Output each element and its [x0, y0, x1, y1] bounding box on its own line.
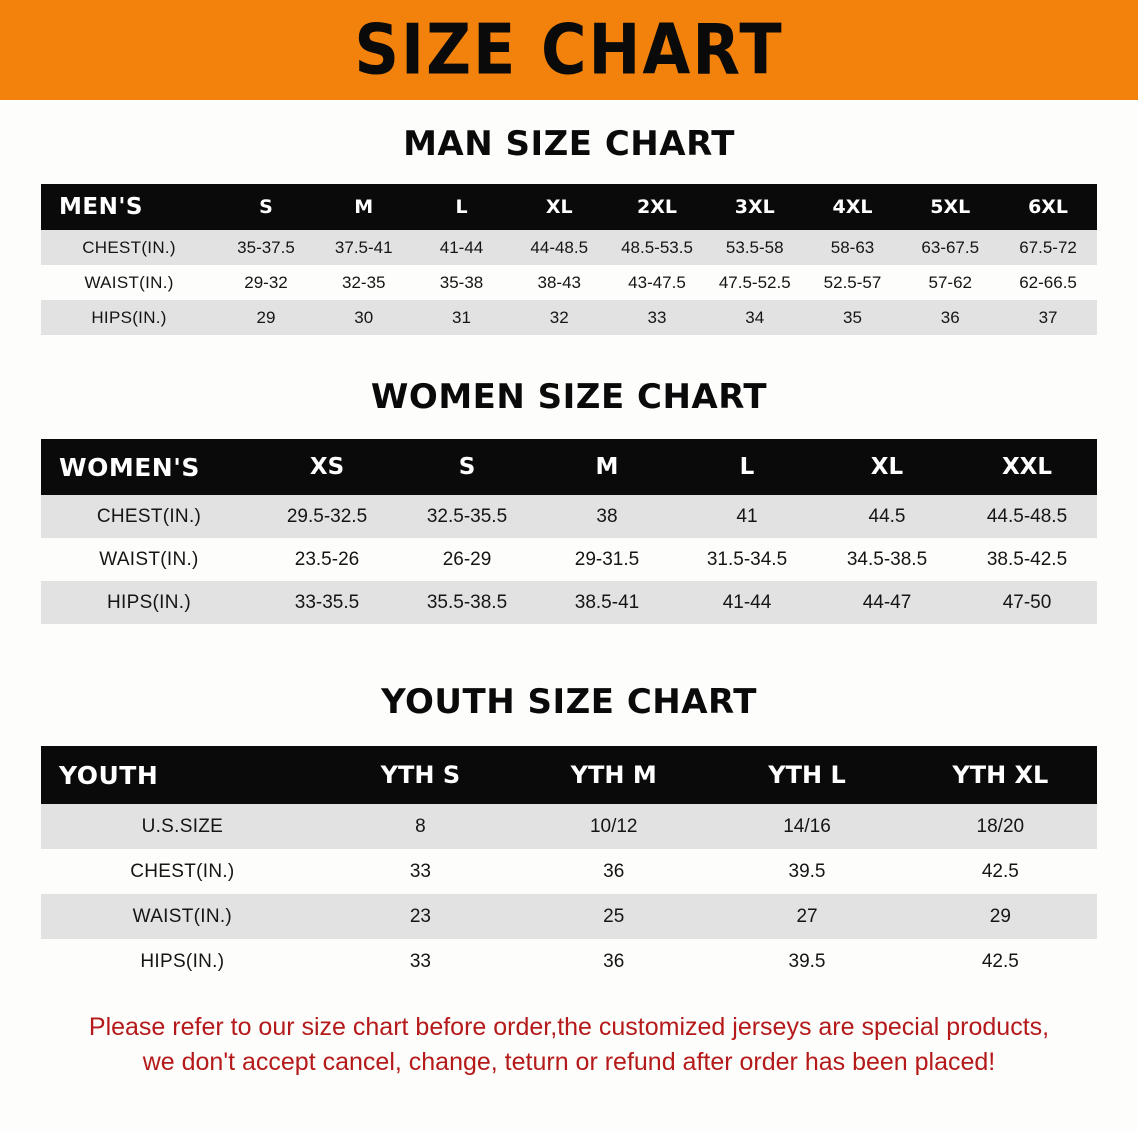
women-chest-6: 44.5-48.5: [957, 495, 1097, 538]
men-row-label-chest: CHEST(IN.): [41, 230, 217, 265]
disclaimer-line-1: Please refer to our size chart before order,the customized jerseys are special products,: [88, 1013, 1050, 1041]
women-row-label-hips: HIPS(IN.): [41, 581, 257, 624]
youth-table-header-row: [41, 746, 1097, 804]
men-chest-9: 67.5-72: [999, 230, 1097, 265]
men-col-3: L: [413, 184, 511, 230]
youth-chest-1: 33: [324, 849, 517, 894]
men-col-9: 6XL: [999, 184, 1097, 230]
men-size-table: [41, 184, 1097, 335]
men-chest-8: 63-67.5: [901, 230, 999, 265]
table-row: [41, 894, 1097, 939]
youth-chest-3: 39.5: [710, 849, 903, 894]
youth-row-label-waist: WAIST(IN.): [41, 894, 324, 939]
women-waist-1: 23.5-26: [257, 538, 397, 581]
youth-ussize-2: 10/12: [517, 804, 710, 849]
men-hips-2: 30: [315, 300, 413, 335]
disclaimer-line-2: we don't accept cancel, change, teturn or refund after order has been placed!: [142, 1047, 996, 1076]
women-hips-5: 44-47: [817, 581, 957, 624]
men-col-6: 3XL: [706, 184, 804, 230]
women-chest-5: 44.5: [817, 495, 957, 538]
women-col-6: XXL: [957, 439, 1097, 495]
men-chest-7: 58-63: [804, 230, 902, 265]
men-hips-3: 31: [413, 300, 511, 335]
youth-hips-2: 36: [517, 939, 710, 984]
men-chest-5: 48.5-53.5: [608, 230, 706, 265]
men-chest-2: 37.5-41: [315, 230, 413, 265]
women-waist-4: 31.5-34.5: [677, 538, 817, 581]
youth-hips-1: 33: [324, 939, 517, 984]
men-table-header-row: [41, 184, 1097, 230]
youth-row-label-ussize: U.S.SIZE: [41, 804, 324, 849]
men-col-8: 5XL: [901, 184, 999, 230]
men-waist-2: 32-35: [315, 265, 413, 300]
women-chest-4: 41: [677, 495, 817, 538]
women-hips-4: 41-44: [677, 581, 817, 624]
youth-waist-3: 27: [710, 894, 903, 939]
youth-size-table: [41, 746, 1097, 984]
table-row: [41, 538, 1097, 581]
women-col-4: L: [677, 439, 817, 495]
women-waist-2: 26-29: [397, 538, 537, 581]
youth-ussize-1: 8: [324, 804, 517, 849]
men-waist-8: 57-62: [901, 265, 999, 300]
youth-hips-4: 42.5: [904, 939, 1097, 984]
men-waist-7: 52.5-57: [804, 265, 902, 300]
men-hips-1: 29: [217, 300, 315, 335]
men-col-2: M: [315, 184, 413, 230]
men-col-5: 2XL: [608, 184, 706, 230]
women-hips-1: 33-35.5: [257, 581, 397, 624]
women-chest-1: 29.5-32.5: [257, 495, 397, 538]
men-waist-1: 29-32: [217, 265, 315, 300]
women-col-5: XL: [817, 439, 957, 495]
women-waist-3: 29-31.5: [537, 538, 677, 581]
women-col-1: XS: [257, 439, 397, 495]
men-hips-7: 35: [804, 300, 902, 335]
banner: [0, 0, 1138, 100]
men-row-label-hips: HIPS(IN.): [41, 300, 217, 335]
women-hips-6: 47-50: [957, 581, 1097, 624]
men-hips-6: 34: [706, 300, 804, 335]
youth-section-title: YOUTH SIZE CHART: [381, 682, 757, 722]
youth-row-label-chest: CHEST(IN.): [41, 849, 324, 894]
youth-waist-4: 29: [904, 894, 1097, 939]
men-row-header: MEN'S: [41, 184, 217, 230]
men-chest-4: 44-48.5: [510, 230, 608, 265]
women-row-label-chest: CHEST(IN.): [41, 495, 257, 538]
women-hips-3: 38.5-41: [537, 581, 677, 624]
men-col-1: S: [217, 184, 315, 230]
women-row-header: WOMEN'S: [41, 439, 257, 495]
table-row: [41, 581, 1097, 624]
women-row-label-waist: WAIST(IN.): [41, 538, 257, 581]
men-hips-8: 36: [901, 300, 999, 335]
women-chest-3: 38: [537, 495, 677, 538]
youth-ussize-3: 14/16: [710, 804, 903, 849]
table-row: [41, 939, 1097, 984]
youth-col-2: YTH M: [517, 746, 710, 804]
men-col-7: 4XL: [804, 184, 902, 230]
women-size-table: [41, 439, 1097, 624]
women-section-title: WOMEN SIZE CHART: [370, 377, 768, 417]
youth-chest-2: 36: [517, 849, 710, 894]
women-col-3: M: [537, 439, 677, 495]
men-chest-6: 53.5-58: [706, 230, 804, 265]
youth-chest-4: 42.5: [904, 849, 1097, 894]
youth-waist-2: 25: [517, 894, 710, 939]
men-waist-6: 47.5-52.5: [706, 265, 804, 300]
men-chest-1: 35-37.5: [217, 230, 315, 265]
men-waist-4: 38-43: [510, 265, 608, 300]
man-section-title: MAN SIZE CHART: [403, 124, 735, 164]
women-table-header-row: [41, 439, 1097, 495]
youth-waist-1: 23: [324, 894, 517, 939]
youth-ussize-4: 18/20: [904, 804, 1097, 849]
men-hips-4: 32: [510, 300, 608, 335]
table-row: [41, 495, 1097, 538]
table-row: [41, 849, 1097, 894]
men-hips-5: 33: [608, 300, 706, 335]
men-row-label-waist: WAIST(IN.): [41, 265, 217, 300]
women-chest-2: 32.5-35.5: [397, 495, 537, 538]
youth-col-3: YTH L: [710, 746, 903, 804]
men-waist-9: 62-66.5: [999, 265, 1097, 300]
men-waist-5: 43-47.5: [608, 265, 706, 300]
youth-row-label-hips: HIPS(IN.): [41, 939, 324, 984]
youth-row-header: YOUTH: [41, 746, 324, 804]
women-waist-6: 38.5-42.5: [957, 538, 1097, 581]
women-hips-2: 35.5-38.5: [397, 581, 537, 624]
women-waist-5: 34.5-38.5: [817, 538, 957, 581]
men-hips-9: 37: [999, 300, 1097, 335]
youth-col-1: YTH S: [324, 746, 517, 804]
table-row: [41, 300, 1097, 335]
disclaimer-note: [39, 1010, 1099, 1079]
table-row: [41, 265, 1097, 300]
table-row: [41, 804, 1097, 849]
youth-hips-3: 39.5: [710, 939, 903, 984]
banner-title: SIZE CHART: [354, 8, 784, 91]
men-chest-3: 41-44: [413, 230, 511, 265]
women-col-2: S: [397, 439, 537, 495]
men-waist-3: 35-38: [413, 265, 511, 300]
men-col-4: XL: [510, 184, 608, 230]
youth-col-4: YTH XL: [904, 746, 1097, 804]
table-row: [41, 230, 1097, 265]
